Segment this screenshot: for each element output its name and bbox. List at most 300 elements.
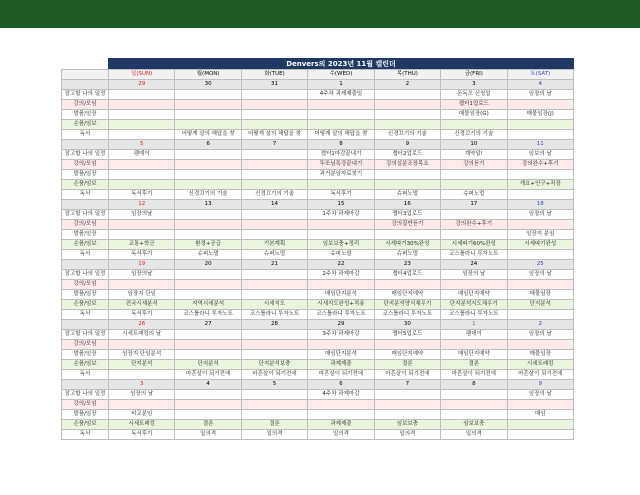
row-label: 손품/임보 [62,420,109,430]
top-banner [0,0,640,28]
event-cell[interactable] [175,170,241,180]
event-cell[interactable] [507,280,573,290]
date-cell[interactable]: 27 [175,320,241,330]
event-cell[interactable] [441,120,507,130]
event-cell[interactable]: 코스톨라니 투자노트 [175,310,241,320]
event-cell[interactable]: 매임단지예약 [374,350,440,360]
event-cell[interactable] [507,250,573,260]
event-cell[interactable] [241,120,307,130]
event-cell[interactable] [241,280,307,290]
date-cell[interactable]: 23 [374,260,440,270]
event-cell[interactable] [241,210,307,220]
event-cell[interactable]: 결론 [374,360,440,370]
event-cell[interactable] [109,160,175,170]
event-cell[interactable]: 일의격 [374,430,440,440]
row-label: 발품/임장 [62,170,109,180]
event-cell[interactable] [507,310,573,320]
event-cell[interactable]: 결론 [441,360,507,370]
date-cell[interactable]: 9 [374,140,440,150]
event-cell[interactable]: 시세트래킹 [507,360,573,370]
date-cell[interactable]: 21 [241,260,307,270]
event-cell[interactable]: 임장의 날 [507,330,573,340]
event-cell[interactable]: 단지분석 [175,360,241,370]
event-cell[interactable]: 슈퍼노멀 [374,190,440,200]
event-cell[interactable] [241,90,307,100]
event-cell[interactable]: 시세지도완성+적용 [308,300,374,310]
event-cell[interactable]: 임장의날 [109,210,175,220]
event-cell[interactable] [109,130,175,140]
lecture-row [62,400,574,410]
event-cell[interactable] [241,100,307,110]
event-cell[interactable]: 전국시세분석 [109,300,175,310]
calendar-title: Denvers의 2023년 11월 캘린더 [108,58,574,69]
field-visit-row [62,350,574,360]
event-cell[interactable] [175,400,241,410]
event-cell[interactable]: 일의격 [175,430,241,440]
row-label: 독서 [62,310,109,320]
date-cell[interactable]: 4 [507,80,573,90]
event-cell[interactable] [175,280,241,290]
event-cell[interactable]: 마흔살이 되기전에 [507,370,573,380]
event-cell[interactable] [109,220,175,230]
event-cell[interactable]: 슈퍼노멀 [374,250,440,260]
event-cell[interactable] [175,410,241,420]
date-row-corner [62,140,109,150]
event-cell[interactable] [374,400,440,410]
event-cell[interactable]: 시세트래킹의 날 [109,330,175,340]
event-cell[interactable]: 시세지도 [241,300,307,310]
lecture-row [62,280,574,290]
event-cell[interactable] [175,290,241,300]
date-cell[interactable]: 8 [308,140,374,150]
event-cell[interactable]: 독서후기 [109,430,175,440]
event-cell[interactable] [374,110,440,120]
date-cell[interactable]: 10 [441,140,507,150]
date-cell[interactable]: 26 [109,320,175,330]
event-cell[interactable]: 슈퍼노멀 [441,190,507,200]
event-cell[interactable] [175,210,241,220]
event-cell[interactable]: 매물임장 [507,290,573,300]
event-cell[interactable] [241,150,307,160]
event-cell[interactable] [241,270,307,280]
event-cell[interactable] [109,170,175,180]
row-label: 독서 [62,370,109,380]
date-cell[interactable]: 25 [507,260,573,270]
event-cell[interactable] [175,230,241,240]
event-cell[interactable]: 매물임장(J) [507,110,573,120]
date-cell[interactable]: 1 [441,320,507,330]
event-cell[interactable]: 강의실분조장목요 [374,160,440,170]
event-cell[interactable]: 임장의 날 [507,210,573,220]
event-cell[interactable] [241,390,307,400]
date-cell[interactable]: 30 [374,320,440,330]
date-cell[interactable]: 5 [241,380,307,390]
event-cell[interactable]: 슈퍼노멀 [241,250,307,260]
event-cell[interactable] [175,270,241,280]
row-label: 잠고할 나의 일정 [62,330,109,340]
date-cell[interactable]: 3 [109,380,175,390]
date-cell[interactable]: 30 [175,80,241,90]
event-cell[interactable] [175,390,241,400]
date-cell[interactable]: 9 [507,380,573,390]
row-label: 발품/임장 [62,230,109,240]
event-cell[interactable] [507,100,573,110]
row-label: 잠고할 나의 일정 [62,150,109,160]
event-cell[interactable] [175,330,241,340]
event-cell[interactable]: 코스톨라니 투자노트 [308,310,374,320]
date-row [62,200,574,210]
reading-row [62,190,574,200]
event-cell[interactable] [507,190,573,200]
date-cell[interactable]: 6 [308,380,374,390]
event-cell[interactable] [109,100,175,110]
event-cell[interactable]: 임장지 단임분석 [109,350,175,360]
event-cell[interactable]: 환경+공급 [175,240,241,250]
row-label: 강의/모임 [62,340,109,350]
event-cell[interactable] [507,170,573,180]
event-cell[interactable]: 임보보충 [374,420,440,430]
event-cell[interactable]: 기본계획 [241,240,307,250]
event-cell[interactable] [109,400,175,410]
event-cell[interactable] [109,370,175,380]
event-cell[interactable] [374,90,440,100]
event-cell[interactable]: 강의듣기 [441,160,507,170]
event-cell[interactable]: 결론 [175,420,241,430]
field-visit-row [62,230,574,240]
event-cell[interactable] [308,400,374,410]
date-row-corner [62,200,109,210]
event-cell[interactable]: 마흔살이 되기전에 [308,370,374,380]
event-cell[interactable] [175,150,241,160]
date-cell[interactable]: 13 [175,200,241,210]
row-label: 발품/임장 [62,350,109,360]
event-cell[interactable]: 펨데이 [441,330,507,340]
event-cell[interactable]: 매물임장 [507,350,573,360]
event-cell[interactable]: 임장지 분임 [507,230,573,240]
event-cell[interactable] [507,120,573,130]
event-cell[interactable] [374,230,440,240]
report-row [62,240,574,250]
date-cell[interactable]: 3 [441,80,507,90]
event-cell[interactable] [241,110,307,120]
field-visit-row [62,170,574,180]
event-cell[interactable] [507,430,573,440]
event-cell[interactable]: 1주차 과제마감 [308,210,374,220]
event-cell[interactable] [175,100,241,110]
event-cell[interactable] [241,340,307,350]
event-cell[interactable]: 단지분석지도채우기 [441,300,507,310]
event-cell[interactable] [109,90,175,100]
date-cell[interactable]: 7 [374,380,440,390]
event-cell[interactable] [175,220,241,230]
date-cell[interactable]: 24 [441,260,507,270]
event-cell[interactable]: 임장의 날 [507,270,573,280]
date-cell[interactable]: 17 [441,200,507,210]
event-cell[interactable] [374,340,440,350]
event-cell[interactable]: 마흔살이 되기전에 [441,370,507,380]
event-cell[interactable]: 임보의 날 [507,150,573,160]
event-cell[interactable]: 임장의 날 [441,270,507,280]
event-cell[interactable]: 매임단지분석 [308,290,374,300]
event-cell[interactable]: 젭터1업로드 [441,100,507,110]
event-cell[interactable] [308,280,374,290]
event-cell[interactable]: 과제제출 [308,360,374,370]
event-cell[interactable] [109,280,175,290]
event-cell[interactable] [374,280,440,290]
row-label: 독서 [62,130,109,140]
event-cell[interactable]: 단지분석 [507,300,573,310]
date-cell[interactable]: 5 [109,140,175,150]
row-label: 발품/임장 [62,410,109,420]
event-cell[interactable]: 매임단지분석 [308,350,374,360]
date-cell[interactable]: 16 [374,200,440,210]
event-cell[interactable]: 강의질반듣기 [374,220,440,230]
event-cell[interactable] [441,180,507,190]
event-cell[interactable]: 임장의 날 [109,390,175,400]
event-cell[interactable]: 과제제출 [308,420,374,430]
event-cell[interactable] [441,280,507,290]
event-cell[interactable] [374,100,440,110]
event-cell[interactable] [175,340,241,350]
event-cell[interactable]: 매임단지예약 [441,290,507,300]
row-label: 독서 [62,430,109,440]
event-cell[interactable]: 마흔살이 되기전에 [241,370,307,380]
event-cell[interactable]: 돈독모 신청일 [441,90,507,100]
event-cell[interactable] [308,110,374,120]
date-cell[interactable]: 31 [241,80,307,90]
date-row-corner [62,80,109,90]
event-cell[interactable]: 4주차 과제제출일 [308,90,374,100]
event-cell[interactable]: 신경끄기의 기술 [241,190,307,200]
event-cell[interactable]: 2주차 과제마감 [308,270,374,280]
event-cell[interactable] [109,180,175,190]
event-cell[interactable]: 단지분석양식채우기 [374,300,440,310]
date-cell[interactable]: 20 [175,260,241,270]
event-cell[interactable] [507,340,573,350]
event-cell[interactable]: 시세따기30%완성 [374,240,440,250]
date-cell[interactable]: 15 [308,200,374,210]
event-cell[interactable]: 어떻게 살의 해답을 찾 [308,130,374,140]
event-cell[interactable]: 강의완수+후기 [507,160,573,170]
row-label: 손품/임보 [62,180,109,190]
event-cell[interactable]: 코스톨라니 투자노트 [441,250,507,260]
event-cell[interactable] [308,180,374,190]
date-cell[interactable]: 28 [241,320,307,330]
event-cell[interactable] [241,170,307,180]
event-cell[interactable] [175,110,241,120]
date-cell[interactable]: 29 [308,320,374,330]
event-cell[interactable]: 신경끄기의 기술 [175,190,241,200]
event-cell[interactable] [109,110,175,120]
event-cell[interactable]: 코스톨라니 투자노트 [241,310,307,320]
date-cell[interactable]: 1 [308,80,374,90]
event-cell[interactable]: 신경끄기의 기술 [441,130,507,140]
event-cell[interactable]: 임장의 날 [507,90,573,100]
event-cell[interactable]: 지역시세분석 [175,300,241,310]
event-cell[interactable]: 일의격 [441,430,507,440]
event-cell[interactable]: 슈퍼노멀 [175,250,241,260]
event-cell[interactable] [109,340,175,350]
event-cell[interactable]: 임보보충+정리 [308,240,374,250]
event-cell[interactable]: 매임단지예약 [374,290,440,300]
lecture-row [62,220,574,230]
date-cell[interactable]: 11 [507,140,573,150]
event-cell[interactable]: 단지분석보충 [241,360,307,370]
event-cell[interactable]: 일의격 [308,430,374,440]
event-cell[interactable]: 독서후기 [308,190,374,200]
event-cell[interactable]: 일의격 [241,430,307,440]
event-cell[interactable]: 매임단지예약 [441,350,507,360]
event-cell[interactable] [308,340,374,350]
event-cell[interactable] [109,120,175,130]
field-visit-row [62,410,574,420]
date-cell[interactable]: 19 [109,260,175,270]
event-cell[interactable]: 코스톨라니 투자노트 [374,310,440,320]
date-cell[interactable]: 29 [109,80,175,90]
event-cell[interactable]: 4주차 과제마감 [308,390,374,400]
event-cell[interactable] [241,230,307,240]
event-cell[interactable]: 어떻게 살의 해답을 찾 [241,130,307,140]
event-cell[interactable]: 임장지 단임 [109,290,175,300]
event-cell[interactable] [308,120,374,130]
event-cell[interactable]: 시세트래킹 [109,420,175,430]
event-cell[interactable] [441,410,507,420]
event-cell[interactable]: 임보보충 [441,420,507,430]
event-cell[interactable] [374,180,440,190]
date-row [62,320,574,330]
event-cell[interactable]: 임장의날 [109,270,175,280]
event-cell[interactable] [175,180,241,190]
event-cell[interactable] [507,420,573,430]
event-cell[interactable] [308,220,374,230]
row-label: 잠고할 나의 일정 [62,210,109,220]
event-cell[interactable] [441,210,507,220]
event-cell[interactable] [175,90,241,100]
event-cell[interactable]: 독서후기 [109,250,175,260]
event-cell[interactable]: 뚜또님특강끝내기 [308,160,374,170]
event-cell[interactable]: 독서후기 [109,310,175,320]
row-label: 손품/임보 [62,120,109,130]
event-cell[interactable] [441,170,507,180]
report-row [62,300,574,310]
date-cell[interactable]: 7 [241,140,307,150]
event-cell[interactable] [109,230,175,240]
event-cell[interactable]: 3주차 과제마감 [308,330,374,340]
schedule-row [62,150,574,160]
date-cell[interactable]: 12 [109,200,175,210]
event-cell[interactable]: 강의완수+후기 [441,220,507,230]
event-cell[interactable] [441,390,507,400]
event-cell[interactable] [441,400,507,410]
event-cell[interactable] [241,400,307,410]
schedule-row [62,330,574,340]
event-cell[interactable] [241,180,307,190]
row-label: 손품/임보 [62,300,109,310]
event-cell[interactable]: 과거분임자료찾기 [308,170,374,180]
date-cell[interactable]: 2 [374,80,440,90]
event-cell[interactable]: 젭터3업로드 [374,210,440,220]
weekday-header-wed: 수(WED) [308,70,374,80]
lecture-row [62,340,574,350]
event-cell[interactable] [241,290,307,300]
event-cell[interactable]: 매임 [507,410,573,420]
event-cell[interactable] [175,350,241,360]
schedule-row [62,90,574,100]
date-cell[interactable]: 6 [175,140,241,150]
event-cell[interactable]: 비교분임 [109,410,175,420]
event-cell[interactable] [241,350,307,360]
event-cell[interactable]: 시세따기60%완성 [441,240,507,250]
event-cell[interactable]: 펨데이 [109,150,175,160]
event-cell[interactable] [175,160,241,170]
event-cell[interactable]: 임장의 날 [507,390,573,400]
event-cell[interactable] [175,120,241,130]
schedule-row [62,210,574,220]
date-cell[interactable]: 14 [241,200,307,210]
event-cell[interactable] [374,120,440,130]
event-cell[interactable] [241,160,307,170]
date-cell[interactable]: 2 [507,320,573,330]
event-cell[interactable]: 어떻게 살의 해답을 찾 [175,130,241,140]
event-cell[interactable] [441,340,507,350]
event-cell[interactable] [507,130,573,140]
event-cell[interactable]: 슈퍼노멀 [308,250,374,260]
date-cell[interactable]: 22 [308,260,374,270]
event-cell[interactable] [374,170,440,180]
date-row [62,260,574,270]
event-cell[interactable] [241,220,307,230]
date-cell[interactable]: 8 [441,380,507,390]
event-cell[interactable]: 마흔살이 되기전에 [175,370,241,380]
event-cell[interactable] [308,230,374,240]
row-label: 잠고할 나의 일정 [62,270,109,280]
event-cell[interactable] [241,410,307,420]
event-cell[interactable]: 젭터1마감끝내기 [308,150,374,160]
row-label: 강의/모임 [62,220,109,230]
row-label: 강의/모임 [62,280,109,290]
event-cell[interactable]: 젭터5업로드 [374,330,440,340]
event-cell[interactable] [374,410,440,420]
event-cell[interactable]: 결론 [241,420,307,430]
row-label: 강의/모임 [62,160,109,170]
date-cell[interactable]: 18 [507,200,573,210]
event-cell[interactable] [308,410,374,420]
event-cell[interactable] [507,220,573,230]
event-cell[interactable] [374,390,440,400]
event-cell[interactable]: 시세따기완성 [507,240,573,250]
row-label: 손품/임보 [62,360,109,370]
event-cell[interactable]: 개요+인구+직장 [507,180,573,190]
event-cell[interactable]: 단지분석 [109,360,175,370]
event-cell[interactable] [308,100,374,110]
event-cell[interactable]: 코스톨라니 투자노트 [441,310,507,320]
event-cell[interactable]: 신경끄기의 기술 [374,130,440,140]
event-cell[interactable]: 젭터2업로드 [374,150,440,160]
event-cell[interactable] [441,230,507,240]
reading-row [62,370,574,380]
event-cell[interactable]: 매물임장(G) [441,110,507,120]
event-cell[interactable] [241,330,307,340]
event-cell[interactable]: 마흔살이 되기전에 [374,370,440,380]
event-cell[interactable]: 젭터4업로드 [374,270,440,280]
event-cell[interactable]: 계약일! [441,150,507,160]
event-cell[interactable]: 독서후기 [109,190,175,200]
event-cell[interactable] [507,400,573,410]
reading-row [62,130,574,140]
event-cell[interactable]: 교통+학군 [109,240,175,250]
date-cell[interactable]: 4 [175,380,241,390]
weekday-header-row [62,70,574,80]
